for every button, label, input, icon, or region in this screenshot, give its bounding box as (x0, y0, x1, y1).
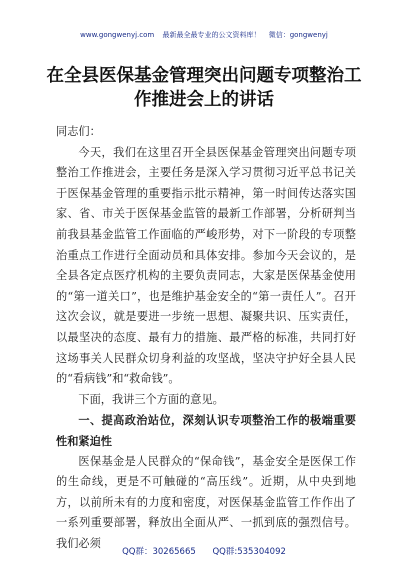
wechat-id: 微信：gongwenyj (268, 31, 328, 39)
qq-group-1: QQ群：30265665 (122, 547, 196, 557)
site-header (0, 31, 408, 40)
body-paragraph-2: 下面，我讲三个方面的意见。 (78, 392, 224, 406)
site-url[interactable]: www.gongwenyj.com (80, 31, 155, 39)
document-body (56, 122, 356, 554)
site-footer (0, 547, 408, 558)
section-1-paragraph: 医保基金是人民群众的“保命钱”，基金安全是医保工作的生命线，更是不可触碰的“高压线”。近期，从中央到地方，以前所未有的力度和密度，对医保基金监管工作作出了一系列重要部署，释放出全面从严、一抓到底的强烈信号。我们必须 (56, 454, 356, 550)
section-heading-1: 一、提高政治站位，深刻认识专项整治工作的极端重要性和紧迫性 (56, 413, 356, 448)
body-paragraph-1: 今天，我们在这里召开全县医保基金管理突出问题专项整治工作推进会，主要任务是深入学习贯彻习近平总书记关于医保基金管理的重要指示批示精神，第一时间传达落实国家、省、市关于医保基金监管的最新工作部署，分析研判当前我县基金监管工作面临的严峻形势，对下一阶段的专项整治重点工作进行全面动员和具体安排。参加今天会议的，是全县各定点医疗机构的主要负责同志，大家是医保基金使用的“第一道关口”，也是维护基金安全的“第一责任人”。召开这次会议，就是要进一步统一思想、凝聚共识、压实责任，以最坚决的态度、最有力的措施、最严格的标准，共同打好这场事关人民群众切身利益的攻坚战，坚决守护好全县人民的“看病钱”和“救命钱”。 (56, 145, 356, 386)
document-title (40, 64, 368, 112)
site-slogan: 最新最全最专业的公文资料库！ (162, 31, 261, 39)
salutation: 同志们： (56, 125, 101, 138)
qq-group-2: QQ群:535304092 (212, 547, 286, 557)
title-line-1: 在全县医保基金管理突出问题专项整治工 (46, 66, 362, 86)
title-line-2: 作推进会上的讲话 (134, 90, 274, 110)
